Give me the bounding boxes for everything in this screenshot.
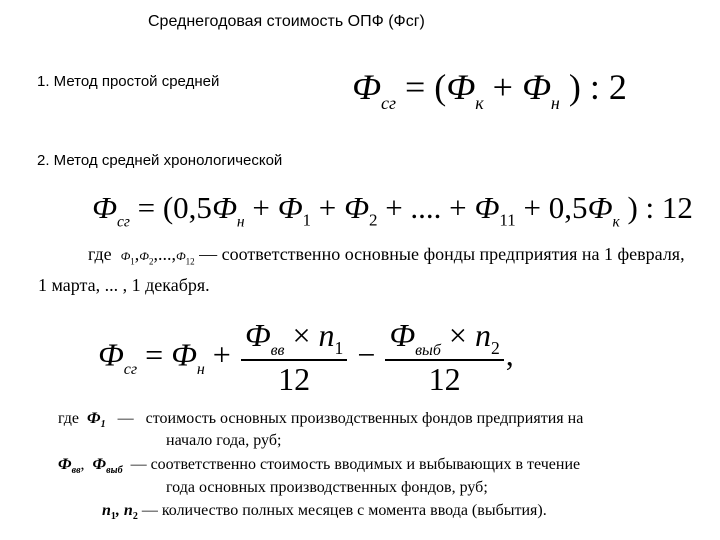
- method-chronological-average-heading: 2. Метод средней хронологической: [37, 152, 283, 169]
- method-simple-average-heading: 1. Метод простой средней: [37, 73, 220, 90]
- legend-line3: $Ф_{вв}$, $Ф_{выб}$ — соответственно стоимость вводимых и выбывающих в течение: [58, 456, 581, 477]
- fraction-outputs: $\frac{Ф_{выб} \times n_2}{12}$: [385, 318, 503, 398]
- phi-symbol: Ф: [352, 67, 381, 107]
- formula-chronological-average: $Ф_{сг} = (0,5Ф_н + Ф_1 + Ф_2$ + .... + $Ф_{11} + 0,5Ф_к$ ) : 12: [92, 190, 693, 231]
- legend-line5: $n_1$, $n_2$ — количество полных месяцев с момента ввода (выбытия).: [102, 502, 547, 523]
- legend-line2: начало года, руб;: [166, 432, 282, 449]
- legend-line1: где $Ф_1$ — стоимость основных производственных фондов предприятия на: [58, 410, 584, 431]
- page-title: Среднегодовая стоимость ОПФ (Фсг): [148, 13, 425, 30]
- chronological-note-line2: 1 марта, ... , 1 декабря.: [38, 275, 210, 295]
- formula-simple-average: $Ф_{сг} = (Ф_к + Ф_н$ ) : 2: [352, 67, 627, 113]
- legend-line4: года основных производственных фондов, руб;: [166, 479, 488, 496]
- formula-with-inputs-outputs: $Ф_{сг} = Ф_н$ + $\frac{Ф_{вв} \times n_1}{12}$ − $\frac{Ф_{выб} \times n_2}{12}$ ,: [98, 317, 514, 398]
- chronological-note-line1: где $Ф_1,Ф_2,...,Ф_{12}$ — соответственно основные фонды предприятия на 1 февраля,: [88, 244, 685, 267]
- fraction-inputs: $\frac{Ф_{вв} \times n_1}{12}$: [241, 318, 347, 398]
